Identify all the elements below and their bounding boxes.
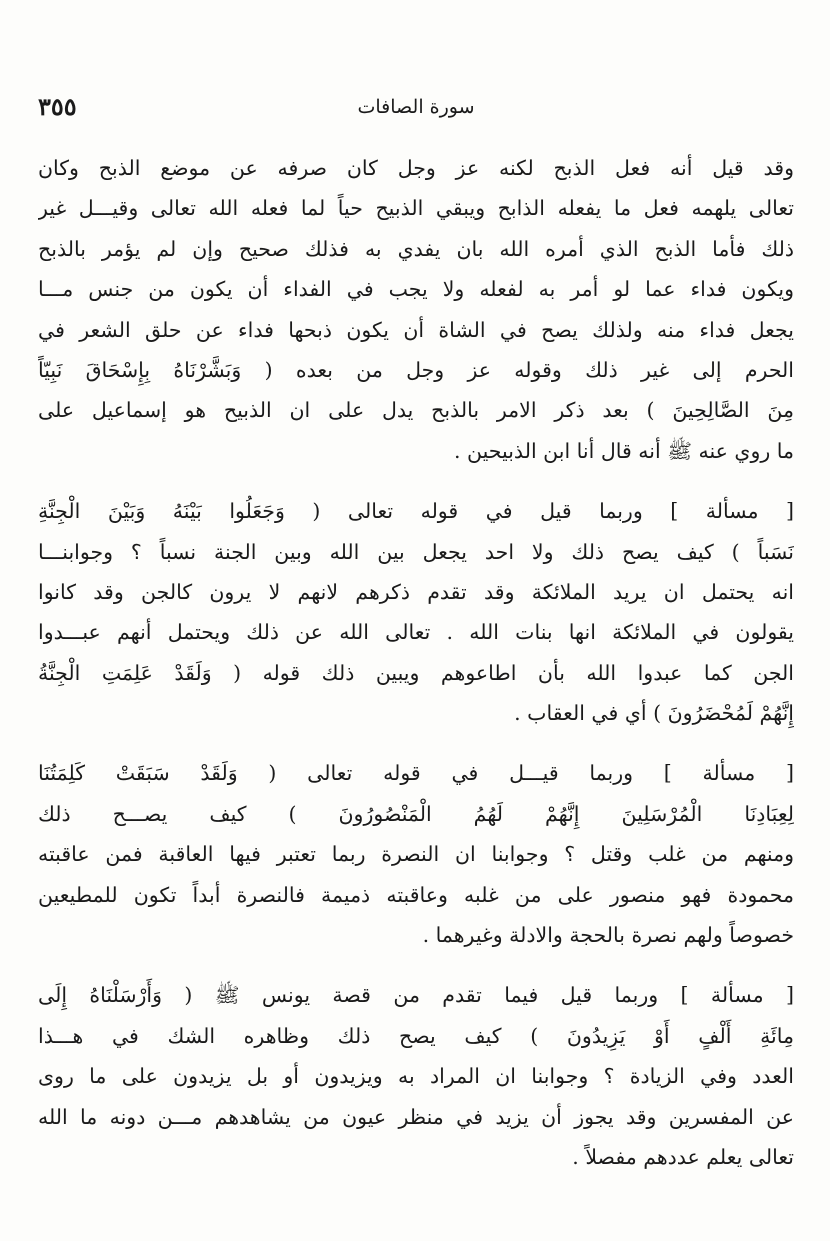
text-line: يجعل فداء منه ولذلك يصح في الشاة أن يكون ذبحها فداء عن حلق الشعر في (38, 317, 794, 342)
text-line: مِائَةِ أَلْفٍ أَوْ يَزِيدُونَ ) كيف يصح ذلك وظاهره الشك في هـــذا (38, 1023, 794, 1048)
text-line: الجن كما عبدوا الله بأن اطاعوهم ويبين ذلك قوله ( وَلَقَدْ عَلِمَتِ الْجِنَّةُ (38, 660, 794, 685)
text-line: لِعِبَادِنَا الْمُرْسَلِينَ إِنَّهُمْ لَهُمُ الْمَنْصُورُونَ ) كيف يصـــح ذلك (38, 801, 794, 826)
text-line: مِنَ الصَّالِحِينَ ) بعد ذكر الامر بالذبح يدل على ان الذبيح هو إسماعيل على (38, 398, 794, 423)
text-line: تعالى يعلم عددهم مفصلاً . (572, 1144, 794, 1169)
text-line: [ مسألة ] وربما قيـــل في قوله تعالى ( وَلَقَدْ سَبَقَتْ كَلِمَتُنَا (38, 761, 794, 786)
running-title: سورة الصافات (357, 96, 475, 118)
text-line: العدد وفي الزيادة ؟ وجوابنا ان المراد به ويزيدون أو بل يزيدون على ما روى (38, 1064, 794, 1089)
text-line: [ مسألة ] وربما قيل فيما تقدم من قصة يونس ﷺ ( وَأَرْسَلْنَاهُ إِلَى (38, 983, 794, 1008)
text-line: يقولون في الملائكة انها بنات الله . تعالى الله عن ذلك ويحتمل أنهم عبـــدوا (38, 620, 794, 645)
text-line: ومنهم من غلب وقتل ؟ وجوابنا ان النصرة ربما تعتبر فيها العاقبة فمن عاقبته (38, 842, 794, 867)
text-line: ويكون فداء عما لو أمر به لفعله ولا يجب في الفداء أن يكون من جنس مـــا (38, 277, 794, 302)
text-line: وقد قيل أنه فعل الذبح لكنه عز وجل كان صرفه عن موضع الذبح وكان (38, 156, 794, 180)
text-line: الحرم إلى غير ذلك وقوله عز وجل من بعده ( وَبَشَّرْنَاهُ بِإِسْحَاقَ نَبِيّاً (38, 357, 794, 382)
text-line: نَسَباً ) كيف يصح ذلك ولا احد يجعل بين الله وبين الجنة نسباً ؟ وجوابنـــا (38, 539, 794, 564)
text-line: إِنَّهُمْ لَمُحْضَرُونَ ) أي في العقاب . (514, 701, 794, 726)
text-line: ذلك فأما الذبح الذي أمره الله بان يفدي به فذلك صحيح وإن لم يؤمر بالذبح (38, 236, 794, 261)
page-number: ٣٥٥ (38, 92, 77, 121)
paragraph (38, 753, 794, 955)
page-header (38, 92, 794, 128)
text-line: انه يحتمل ان يريد الملائكة وقد تقدم ذكرهم لانهم لا يرون كالجن وقد كانوا (38, 579, 794, 604)
text-line: محمودة فهو منصور على من غلبه وعاقبته ذميمة فالنصرة أبداً تكون للمطيعين (38, 882, 794, 907)
text-line: [ مسألة ] وربما قيل في قوله تعالى ( وَجَعَلُوا بَيْنَهُ وَبَيْنَ الْجِنَّةِ (38, 499, 794, 524)
paragraph (38, 975, 794, 1177)
text-line: خصوصاً ولهم نصرة بالحجة والادلة وغيرهما . (422, 923, 794, 948)
paragraph (38, 491, 794, 733)
text-line: عن المفسرين وقد يجوز أن يزيد في منظر عيون من يشاهدهم مـــن دونه ما الله (38, 1104, 794, 1129)
page-body (38, 148, 794, 1177)
text-line: ما روي عنه ﷺ أنه قال أنا ابن الذبيحين . (453, 438, 794, 463)
text-line: تعالى يلهمه فعل ما يفعله الذابح ويبقي الذبيح حياً لما فعله الله تعالى وقيـــل غير (38, 196, 794, 221)
paragraph (38, 148, 794, 471)
